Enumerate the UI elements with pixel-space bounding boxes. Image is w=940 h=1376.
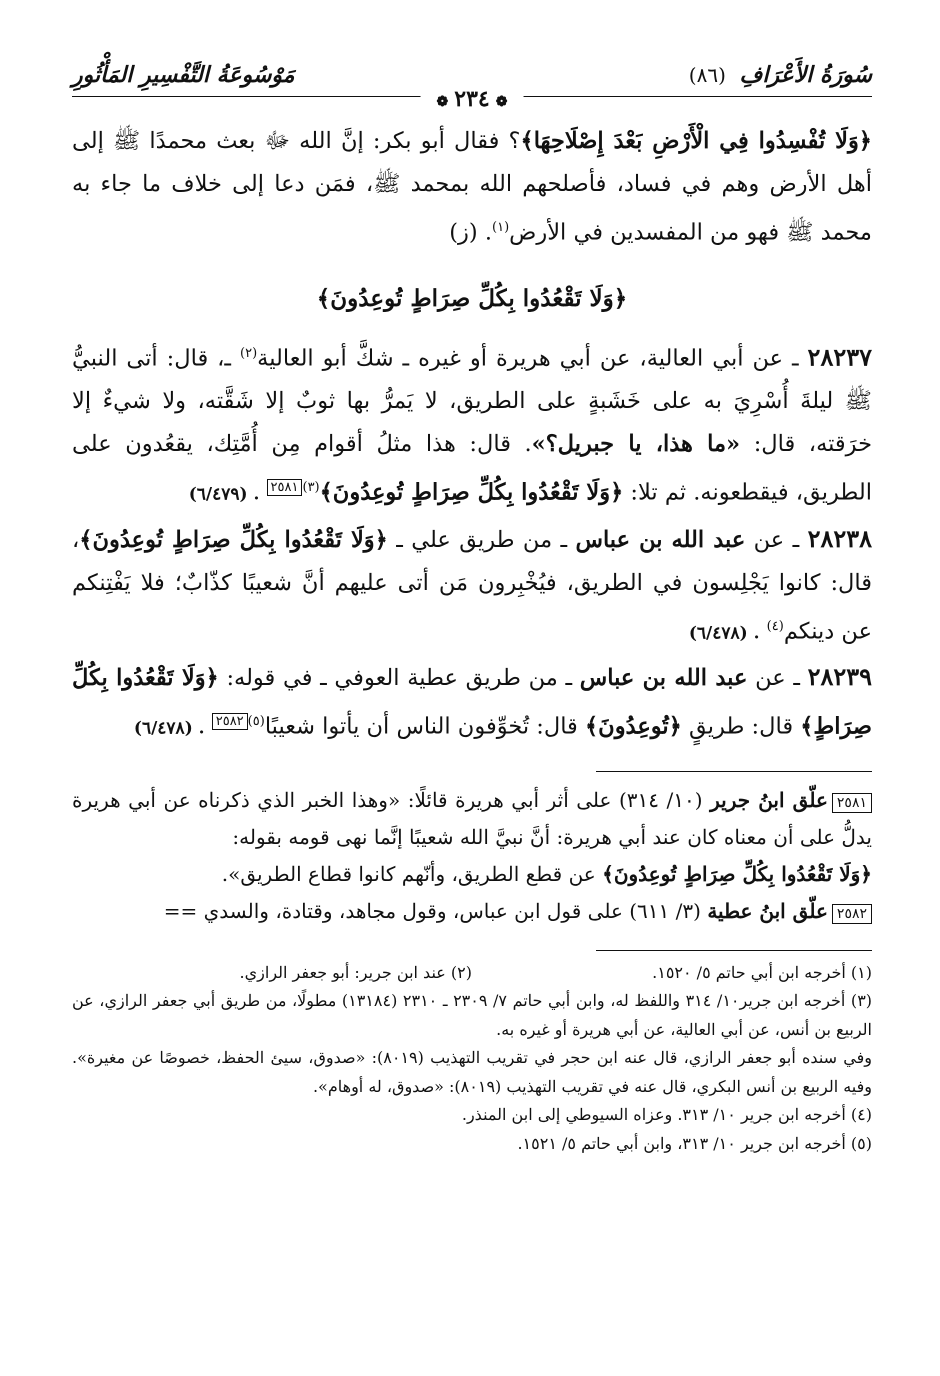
footnote-4: (٤) أخرجه ابن جرير ١٠/ ٣١٣. وعزاه السيوطي إلى ابن المنذر. xyxy=(461,1105,872,1124)
hadith-entry xyxy=(72,655,872,751)
footnote-2: (٢) عند ابن جرير: أبو جعفر الرازي. xyxy=(239,962,472,982)
hadith-number: ٢٨٢٣٧ xyxy=(807,342,872,371)
quran-verse: ﴿وَلَا تَقْعُدُوا بِكُلِّ صِرَاطٍ تُوعِدُونَ﴾ xyxy=(602,861,872,886)
page-number-value: ٢٣٤ xyxy=(454,86,490,112)
hadith-text: ـ عن أبي العالية، عن أبي هريرة أو غيره ـ شكَّ أبو العالية xyxy=(257,345,799,371)
quran-verse: ﴿وَلَا تَقْعُدُوا بِكُلِّ صِرَاطٍ﴾ xyxy=(72,665,872,740)
commentary-entry xyxy=(72,782,872,893)
hadith-text: ، قال: كانوا يَجْلِسون في الطريق، فيُخْبِرون مَن أتى عليهم أنَّ شعيبًا كذّابٌ؛ فلا يَفْتِنكم عن دينكم xyxy=(72,526,872,644)
hadith-entry xyxy=(72,332,872,517)
quran-verse: ﴿وَلَا تُفْسِدُوا فِي الْأَرْضِ بَعْدَ إِصْلَاحِهَا﴾ xyxy=(520,128,872,154)
commentary-box-ref: ٢٥٨١ xyxy=(267,479,303,496)
commentary-box-label: ٢٥٨١ xyxy=(832,793,872,813)
page-number xyxy=(421,86,524,112)
source-code: . (ز) xyxy=(449,219,492,246)
footnote-mark: (٤) xyxy=(766,618,784,634)
ornament-icon: ❁ xyxy=(495,94,508,110)
commentator-name: علّق ابنُ جرير xyxy=(710,787,828,812)
hadith-text: ـ عن xyxy=(753,526,800,553)
footnotes xyxy=(72,959,872,1159)
footnote-1: (١) أخرجه ابن أبي حاتم ٥/ ١٥٢٠. xyxy=(652,962,872,982)
book-title: مَوْسُوعَةُ التَّفْسِيرِ المَأْثُورِ xyxy=(72,62,295,88)
commentary-box-label: ٢٥٨٢ xyxy=(832,904,872,924)
volume-page-ref: . (٦/٤٧٨) xyxy=(688,623,760,643)
hadith-text: ـ من طريق عطية العوفي ـ في قوله: xyxy=(226,665,573,691)
commentary-notes xyxy=(72,782,872,930)
opening-paragraph xyxy=(72,120,872,255)
hadith-number: ٢٨٢٣٩ xyxy=(807,662,873,691)
commentary-box-ref: ٢٥٨٢ xyxy=(212,713,248,730)
footnote-mark: (١) xyxy=(492,220,510,235)
commentary-text: (١٠/ ٣١٤) على أثر أبي هريرة قائلًا: «وهذا الخبر الذي ذكرناه عن أبي هريرة يدلُّ على أن معناه كان عند أبي هريرة: أنَّ نبيَّ الله شعيبًا إنَّما نهى قومه بقوله: xyxy=(72,787,872,849)
commentator-name: علّق ابنُ عطية xyxy=(707,898,828,923)
surah-name: سُورَةُ الأَعْرَافِ xyxy=(739,62,872,88)
footnotes-divider xyxy=(596,950,872,951)
ornament-icon: ❁ xyxy=(436,94,449,110)
footnote-mark: (٢) xyxy=(240,345,258,361)
section-verse: ﴿وَلَا تَقْعُدُوا بِكُلِّ صِرَاطٍ تُوعِدُونَ﴾ xyxy=(316,284,628,312)
narrator-name: عبد الله بن عباس xyxy=(575,526,746,553)
footnote-3: (٣) أخرجه ابن جرير١٠/ ٣١٤ واللفظ له، وابن أبي حاتم ٧/ ٢٣٠٩ ـ ٢٣١٠ (١٣١٨٤) مطولًا، من طريق أبي جعفر الرازي، عن الربيع بن أنس، عن أبي العالية، عن أبي هريرة أو غيره به. xyxy=(72,991,873,1039)
commentary-entry xyxy=(72,893,872,930)
volume-page-ref: . (٦/٤٧٩) xyxy=(188,484,260,505)
commentary-text: (٣/ ٦١١) على قول ابن عباس، وقول مجاهد، وقتادة، والسدي == xyxy=(163,898,701,923)
quran-verse: ﴿تُوعِدُونَ﴾ xyxy=(584,713,682,740)
surah-number: (٨٦) xyxy=(688,63,726,87)
volume-page-ref: . (٦/٤٧٨) xyxy=(133,718,205,739)
prophet-quote: «ما هذا، يا جبريل؟» xyxy=(531,431,741,457)
section-divider xyxy=(596,771,872,772)
footnote-3-note: وفي سنده أبو جعفر الرازي، قال عنه ابن حجر في تقريب التهذيب (٨٠١٩): «صدوق، سيئ الحفظ، خصوصًا عن مغيرة». وفيه الربيع بن أنس البكري، قال عنه في تقريب التهذيب (٨٠١٩): «صدوق، له أوهام». xyxy=(72,1048,873,1096)
page xyxy=(72,56,872,1158)
running-header xyxy=(72,56,872,112)
main-text xyxy=(72,120,872,751)
hadith-text: ـ من طريق علي ـ xyxy=(396,526,568,553)
footnote-row xyxy=(72,959,872,988)
hadith-number: ٢٨٢٣٨ xyxy=(807,523,873,553)
hadith-entry xyxy=(72,517,872,656)
footnote-5: (٥) أخرجه ابن جرير ١٠/ ٣١٣، وابن أبي حاتم ٥/ ١٥٢١. xyxy=(517,1133,872,1153)
commentary-text: عن قطع الطريق، وأنّهم كانوا قطاع الطريق». xyxy=(221,861,596,886)
hadith-text: ـ عن xyxy=(755,665,800,691)
hadith-text: . قال: هذا مثلُ أقوام مِن أُمَّتِك، يقعُدون على الطريق، فيقطعونه. ثم تلا: xyxy=(72,431,872,506)
narrator-name: عبد الله بن عباس xyxy=(579,665,748,691)
hadith-text: قال: طريقٍ xyxy=(689,713,794,740)
hadith-text: قال: تُخوِّفون الناس أن يأتوا شعيبًا xyxy=(264,713,578,740)
opening-text: ؟ فقال أبو بكر: إنَّ الله ﷻ بعث محمدًا ﷺ إلى أهل الأرض وهم في فساد، فأصلحهم الله بمحمد ﷺ، فمَن دعا إلى خلاف ما جاء به محمد ﷺ فهو من المفسدين في الأرض xyxy=(72,128,872,246)
footnote-mark: (٣) xyxy=(302,480,320,495)
footnote-mark: (٥) xyxy=(247,714,265,729)
surah-title xyxy=(689,62,872,88)
hadith-text: ـ، قال: أتى النبيُّ ﷺ ليلةَ أُسْرِيَ به على خَشَبةٍ على الطريق، لا يَمرُّ بها ثوبٌ إلا شَقَّته، ولا شيءٌ إلا خرَقته، قال: xyxy=(72,345,873,457)
quran-verse: ﴿وَلَا تَقْعُدُوا بِكُلِّ صِرَاطٍ تُوعِدُونَ﴾ xyxy=(79,526,388,553)
quran-verse: ﴿وَلَا تَقْعُدُوا بِكُلِّ صِرَاطٍ تُوعِدُونَ﴾ xyxy=(319,479,624,506)
